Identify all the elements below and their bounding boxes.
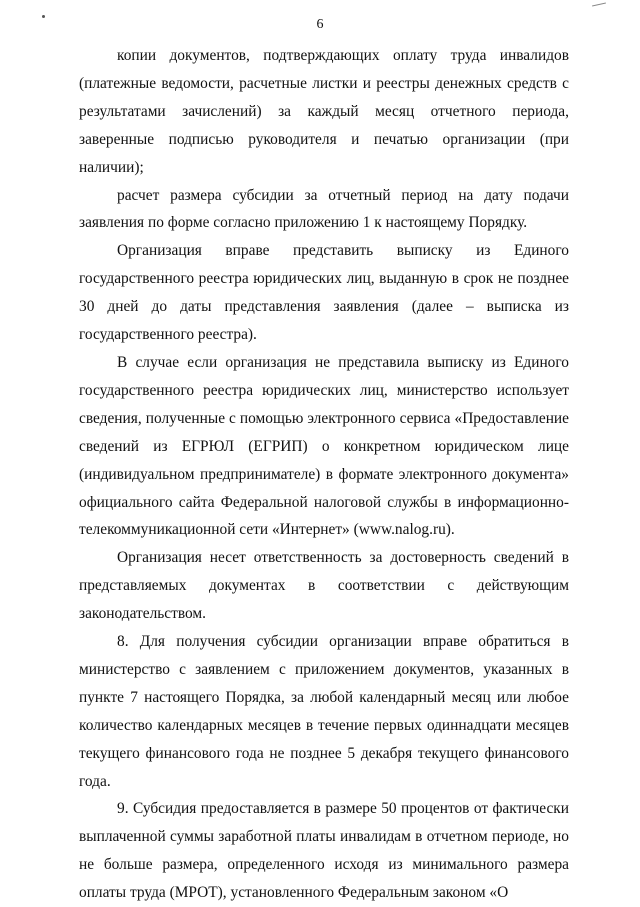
document-body <box>79 42 569 907</box>
paragraph-item-8: 8. Для получения субсидии организации вправе обратиться в министерство с заявлением с приложением документов, указанных в пункте 7 настоящего Порядка, за любой календарный месяц или любое количество календарных месяцев в течение первых одиннадцати месяцев текущего финансового года не позднее 5 декабря текущего финансового года. <box>79 633 569 790</box>
paragraph-subsidy-calculation: расчет размера субсидии за отчетный период на дату подачи заявления по форме согласно приложению 1 к настоящему Порядку. <box>79 186 569 232</box>
page-number: 6 <box>316 17 324 32</box>
paragraph-responsibility: Организация несет ответственность за достоверность сведений в представляемых документах в соответствии с действующим законодательством. <box>79 549 569 623</box>
paragraph-item-9: 9. Субсидия предоставляется в размере 50 процентов от фактически выплаченной суммы заработной платы инвалидам в отчетном периоде, но не больше размера, определенного исходя из минимального размера оплаты труда (МРОТ), установленного Федеральным законом «О <box>79 800 569 902</box>
paragraph-payment-documents: копии документов, подтверждающих оплату труда инвалидов (платежные ведомости, расчетные листки и реестры денежных средств с результатами зачислений) за каждый месяц отчетного периода, заверенные подписью руководителя и печатью организации (при наличии); <box>79 47 569 176</box>
paragraph-electronic-service: В случае если организация не представила выписку из Единого государственного реестра юридических лиц, министерство использует сведения, полученные с помощью электронного сервиса «Предоставление сведений из ЕГРЮЛ (ЕГРИП) о конкретном юридическом лице (индивидуальном предпринимателе) в формате электронного документа» официального сайта Федеральной налоговой службы в информационно-телекоммуникационной сети «Интернет» (www.nalog.ru). <box>79 353 569 539</box>
paragraph-registry-extract: Организация вправе представить выписку из Единого государственного реестра юридических лиц, выданную в срок не позднее 30 дней до даты представления заявления (далее – выписка из государственного реестра). <box>79 242 569 344</box>
scan-mark <box>592 3 606 7</box>
